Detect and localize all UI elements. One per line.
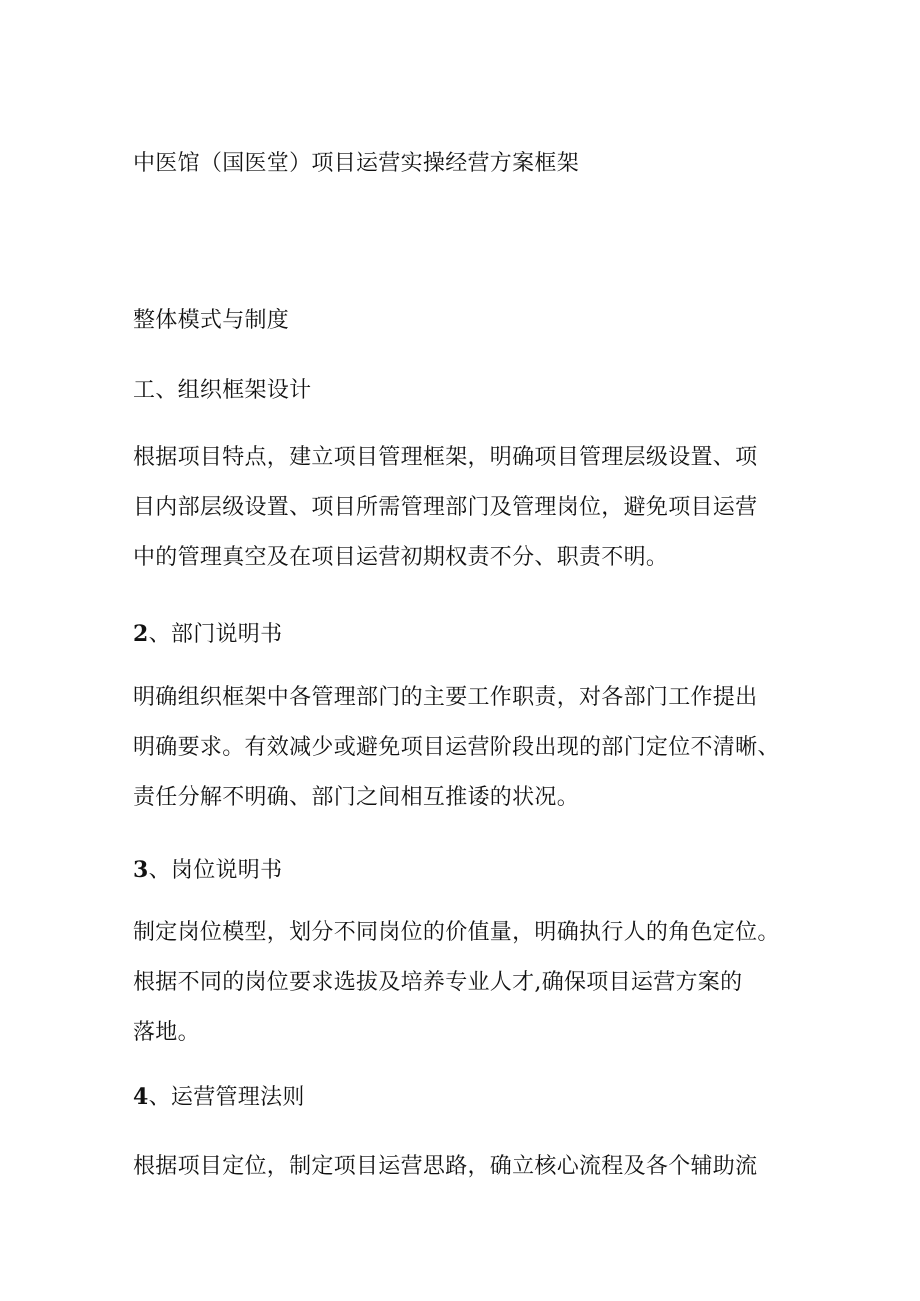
paragraph-line: 制定岗位模型，划分不同岗位的价值量，明确执行人的角色定位。 — [133, 920, 780, 945]
item-heading-1 — [133, 376, 311, 406]
paragraph-line: 落地。 — [133, 1020, 200, 1045]
section-heading: 整体模式与制度 — [133, 308, 290, 333]
paragraph-line: 目内部层级设置、项目所需管理部门及管理岗位，避免项目运营 — [133, 495, 758, 520]
item-number-3: 3 — [133, 857, 149, 883]
item-heading-4 — [133, 1082, 305, 1113]
paragraph-line: 明确组织框架中各管理部门的主要工作职责，对各部门工作提出 — [133, 685, 758, 710]
item-number-2: 2 — [133, 621, 149, 647]
item-heading-text-4: 、运营管理法则 — [148, 1085, 305, 1110]
item-heading-2 — [133, 619, 282, 650]
item-paragraph-1 — [133, 443, 757, 593]
item-number-4: 4 — [133, 1084, 149, 1110]
paragraph-line: 中的管理真空及在项目运营初期权责不分、职责不明。 — [133, 545, 669, 570]
document-title: 中医馆（国医堂）项目运营实操经营方案框架 — [133, 151, 580, 176]
item-paragraph-4 — [133, 1152, 757, 1202]
paragraph-line: 根据项目定位，制定项目运营思路，确立核心流程及各个辅助流 — [133, 1154, 758, 1179]
item-paragraph-3 — [133, 918, 780, 1068]
item-heading-3 — [133, 855, 282, 886]
item-heading-text-1: 、组织框架设计 — [155, 378, 312, 403]
item-paragraph-2 — [133, 683, 780, 833]
item-heading-text-3: 、岗位说明书 — [148, 858, 283, 883]
paragraph-line: 明确要求。有效减少或避免项目运营阶段出现的部门定位不清晰、 — [133, 735, 780, 760]
paragraph-line: 根据不同的岗位要求选拔及培养专业人才,确保项目运营方案的 — [133, 970, 743, 995]
paragraph-line: 根据项目特点，建立项目管理框架，明确项目管理层级设置、项 — [133, 445, 758, 470]
paragraph-line: 责任分解不明确、部门之间相互推诿的状况。 — [133, 785, 580, 810]
item-heading-text-2: 、部门说明书 — [148, 622, 283, 647]
item-number-1: 工 — [133, 378, 156, 403]
